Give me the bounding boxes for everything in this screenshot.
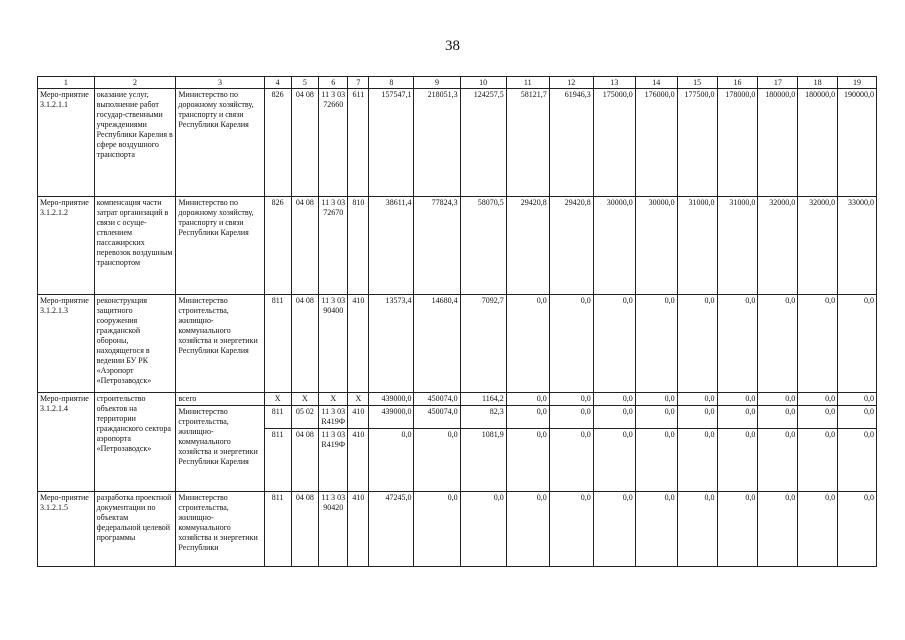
description-cell: разработка проектной документации по объектам федеральной целевой программы <box>94 492 176 567</box>
value-cell: 0,0 <box>798 406 838 429</box>
value-cell: 0,0 <box>758 393 798 406</box>
executor-cell: Министерство по дорожному хозяйству, транспорту и связи Республики Карелия <box>176 197 264 295</box>
budget-table <box>37 76 877 567</box>
value-cell: 0,0 <box>635 393 677 406</box>
value-cell: 0,0 <box>593 406 635 429</box>
header-cell: 17 <box>758 77 798 89</box>
value-cell: 0,0 <box>414 492 460 567</box>
header-cell: 2 <box>94 77 176 89</box>
value-cell: 176000,0 <box>635 89 677 197</box>
value-cell: 13573,4 <box>369 295 414 393</box>
value-cell: 0,0 <box>593 492 635 567</box>
vr-cell: 410 <box>348 406 369 429</box>
description-cell: оказание услуг, выполнение работ государ-ственными учреждениями Республики Карелия в сфере воздушного транспорта <box>94 89 176 197</box>
header-cell: 11 <box>506 77 549 89</box>
value-cell: 180000,0 <box>798 89 838 197</box>
value-cell: 30000,0 <box>593 197 635 295</box>
header-cell: 7 <box>348 77 369 89</box>
header-cell: 8 <box>369 77 414 89</box>
value-cell: 0,0 <box>593 295 635 393</box>
header-cell: 6 <box>319 77 348 89</box>
value-cell: 77824,3 <box>414 197 460 295</box>
description-cell: реконструкция защитного сооружения гражданской обороны, находящегося в ведении БУ РК «Аэропорт «Петрозаводск» <box>94 295 176 393</box>
vr-cell: X <box>348 393 369 406</box>
value-cell: 450074,0 <box>414 393 460 406</box>
table-row <box>38 89 877 197</box>
value-cell: 31000,0 <box>717 197 758 295</box>
value-cell: 0,0 <box>677 492 717 567</box>
grbs-cell: 811 <box>264 429 291 492</box>
value-cell: 0,0 <box>506 429 549 492</box>
rzpr-cell: 05 02 <box>291 406 318 429</box>
value-cell: 0,0 <box>798 295 838 393</box>
value-cell: 0,0 <box>414 429 460 492</box>
value-cell: 0,0 <box>506 393 549 406</box>
vr-cell: 810 <box>348 197 369 295</box>
value-cell: 0,0 <box>838 492 877 567</box>
value-cell: 0,0 <box>369 429 414 492</box>
value-cell: 177500,0 <box>677 89 717 197</box>
value-cell: 0,0 <box>717 406 758 429</box>
grbs-cell: 826 <box>264 89 291 197</box>
header-cell: 12 <box>549 77 593 89</box>
value-cell: 38611,4 <box>369 197 414 295</box>
header-row <box>38 77 877 89</box>
value-cell: 0,0 <box>635 429 677 492</box>
csr-cell: X <box>319 393 348 406</box>
header-cell: 14 <box>635 77 677 89</box>
value-cell: 218051,3 <box>414 89 460 197</box>
value-cell: 0,0 <box>677 406 717 429</box>
value-cell: 0,0 <box>593 429 635 492</box>
vr-cell: 410 <box>348 429 369 492</box>
value-cell: 1164,2 <box>460 393 506 406</box>
value-cell: 14680,4 <box>414 295 460 393</box>
value-cell: 0,0 <box>717 393 758 406</box>
value-cell: 0,0 <box>506 406 549 429</box>
rzpr-cell: X <box>291 393 318 406</box>
event-cell: Меро-приятие 3.1.2.1.4 <box>38 393 95 492</box>
value-cell: 29420,8 <box>506 197 549 295</box>
executor-cell: Министерство по дорожному хозяйству, транспорту и связи Республики Карелия <box>176 89 264 197</box>
value-cell: 450074,0 <box>414 406 460 429</box>
header-cell: 13 <box>593 77 635 89</box>
value-cell: 0,0 <box>506 492 549 567</box>
value-cell: 0,0 <box>549 393 593 406</box>
header-cell: 18 <box>798 77 838 89</box>
value-cell: 32000,0 <box>798 197 838 295</box>
header-cell: 3 <box>176 77 264 89</box>
description-cell: компенсация части затрат организаций в связи с осуще-ствлением пассажирских перевозок воздушным транспортом <box>94 197 176 295</box>
value-cell: 0,0 <box>798 492 838 567</box>
value-cell: 32000,0 <box>758 197 798 295</box>
value-cell: 0,0 <box>838 393 877 406</box>
value-cell: 0,0 <box>506 295 549 393</box>
total-label-cell: всего <box>176 393 264 406</box>
value-cell: 0,0 <box>838 295 877 393</box>
value-cell: 0,0 <box>758 295 798 393</box>
value-cell: 29420,8 <box>549 197 593 295</box>
value-cell: 0,0 <box>677 429 717 492</box>
grbs-cell: 811 <box>264 295 291 393</box>
page-number: 38 <box>445 38 460 54</box>
header-cell: 1 <box>38 77 95 89</box>
grbs-cell: X <box>264 393 291 406</box>
header-cell: 9 <box>414 77 460 89</box>
value-cell: 0,0 <box>635 295 677 393</box>
value-cell: 1081,9 <box>460 429 506 492</box>
value-cell: 0,0 <box>549 492 593 567</box>
value-cell: 175000,0 <box>593 89 635 197</box>
event-cell: Меро-приятие 3.1.2.1.2 <box>38 197 95 295</box>
rzpr-cell: 04 08 <box>291 89 318 197</box>
rzpr-cell: 04 08 <box>291 197 318 295</box>
event-cell: Меро-приятие 3.1.2.1.1 <box>38 89 95 197</box>
rzpr-cell: 04 08 <box>291 295 318 393</box>
vr-cell: 410 <box>348 492 369 567</box>
value-cell: 33000,0 <box>838 197 877 295</box>
event-cell: Меро-приятие 3.1.2.1.3 <box>38 295 95 393</box>
executor-cell: Министерство строительства, жилищно-коммунального хозяйства и энергетики Республики <box>176 492 264 567</box>
vr-cell: 410 <box>348 295 369 393</box>
value-cell: 0,0 <box>838 429 877 492</box>
value-cell: 439000,0 <box>369 393 414 406</box>
value-cell: 0,0 <box>677 295 717 393</box>
value-cell: 0,0 <box>758 492 798 567</box>
value-cell: 0,0 <box>717 492 758 567</box>
value-cell: 0,0 <box>677 393 717 406</box>
value-cell: 0,0 <box>549 429 593 492</box>
csr-cell: 11 3 03 90400 <box>319 295 348 393</box>
value-cell: 0,0 <box>460 492 506 567</box>
value-cell: 0,0 <box>593 393 635 406</box>
value-cell: 0,0 <box>549 406 593 429</box>
header-cell: 4 <box>264 77 291 89</box>
grbs-cell: 811 <box>264 492 291 567</box>
value-cell: 190000,0 <box>838 89 877 197</box>
value-cell: 157547,1 <box>369 89 414 197</box>
value-cell: 61946,3 <box>549 89 593 197</box>
csr-cell: 11 3 03 72660 <box>319 89 348 197</box>
header-cell: 15 <box>677 77 717 89</box>
rzpr-cell: 04 08 <box>291 492 318 567</box>
header-cell: 16 <box>717 77 758 89</box>
event-cell: Меро-приятие 3.1.2.1.5 <box>38 492 95 567</box>
value-cell: 0,0 <box>717 295 758 393</box>
value-cell: 0,0 <box>798 429 838 492</box>
value-cell: 0,0 <box>635 492 677 567</box>
executor-cell: Министерство строительства, жилищно-коммунального хозяйства и энергетики Республики Карелия <box>176 295 264 393</box>
value-cell: 0,0 <box>758 429 798 492</box>
value-cell: 439000,0 <box>369 406 414 429</box>
value-cell: 180000,0 <box>758 89 798 197</box>
value-cell: 58121,7 <box>506 89 549 197</box>
value-cell: 47245,0 <box>369 492 414 567</box>
value-cell: 178000,0 <box>717 89 758 197</box>
table-row <box>38 295 877 393</box>
csr-cell: 11 3 03 72670 <box>319 197 348 295</box>
csr-cell: 11 3 03 R419Ф <box>319 406 348 429</box>
value-cell: 0,0 <box>717 429 758 492</box>
header-cell: 19 <box>838 77 877 89</box>
header-cell: 5 <box>291 77 318 89</box>
table-row <box>38 197 877 295</box>
table-row <box>38 492 877 567</box>
value-cell: 0,0 <box>758 406 798 429</box>
description-cell: строительство объектов на территории гражданского сектора аэропорта «Петрозаводск» <box>94 393 176 492</box>
table-row-total <box>38 393 877 406</box>
value-cell: 30000,0 <box>635 197 677 295</box>
grbs-cell: 811 <box>264 406 291 429</box>
header-cell: 10 <box>460 77 506 89</box>
value-cell: 31000,0 <box>677 197 717 295</box>
rzpr-cell: 04 08 <box>291 429 318 492</box>
vr-cell: 611 <box>348 89 369 197</box>
csr-cell: 11 3 03 R419Ф <box>319 429 348 492</box>
value-cell: 0,0 <box>635 406 677 429</box>
value-cell: 82,3 <box>460 406 506 429</box>
value-cell: 0,0 <box>549 295 593 393</box>
grbs-cell: 826 <box>264 197 291 295</box>
value-cell: 0,0 <box>838 406 877 429</box>
value-cell: 0,0 <box>798 393 838 406</box>
value-cell: 7092,7 <box>460 295 506 393</box>
value-cell: 58070,5 <box>460 197 506 295</box>
csr-cell: 11 3 03 90420 <box>319 492 348 567</box>
value-cell: 124257,5 <box>460 89 506 197</box>
executor-cell: Министерство строительства, жилищно-коммунального хозяйства и энергетики Республики Карелия <box>176 406 264 492</box>
